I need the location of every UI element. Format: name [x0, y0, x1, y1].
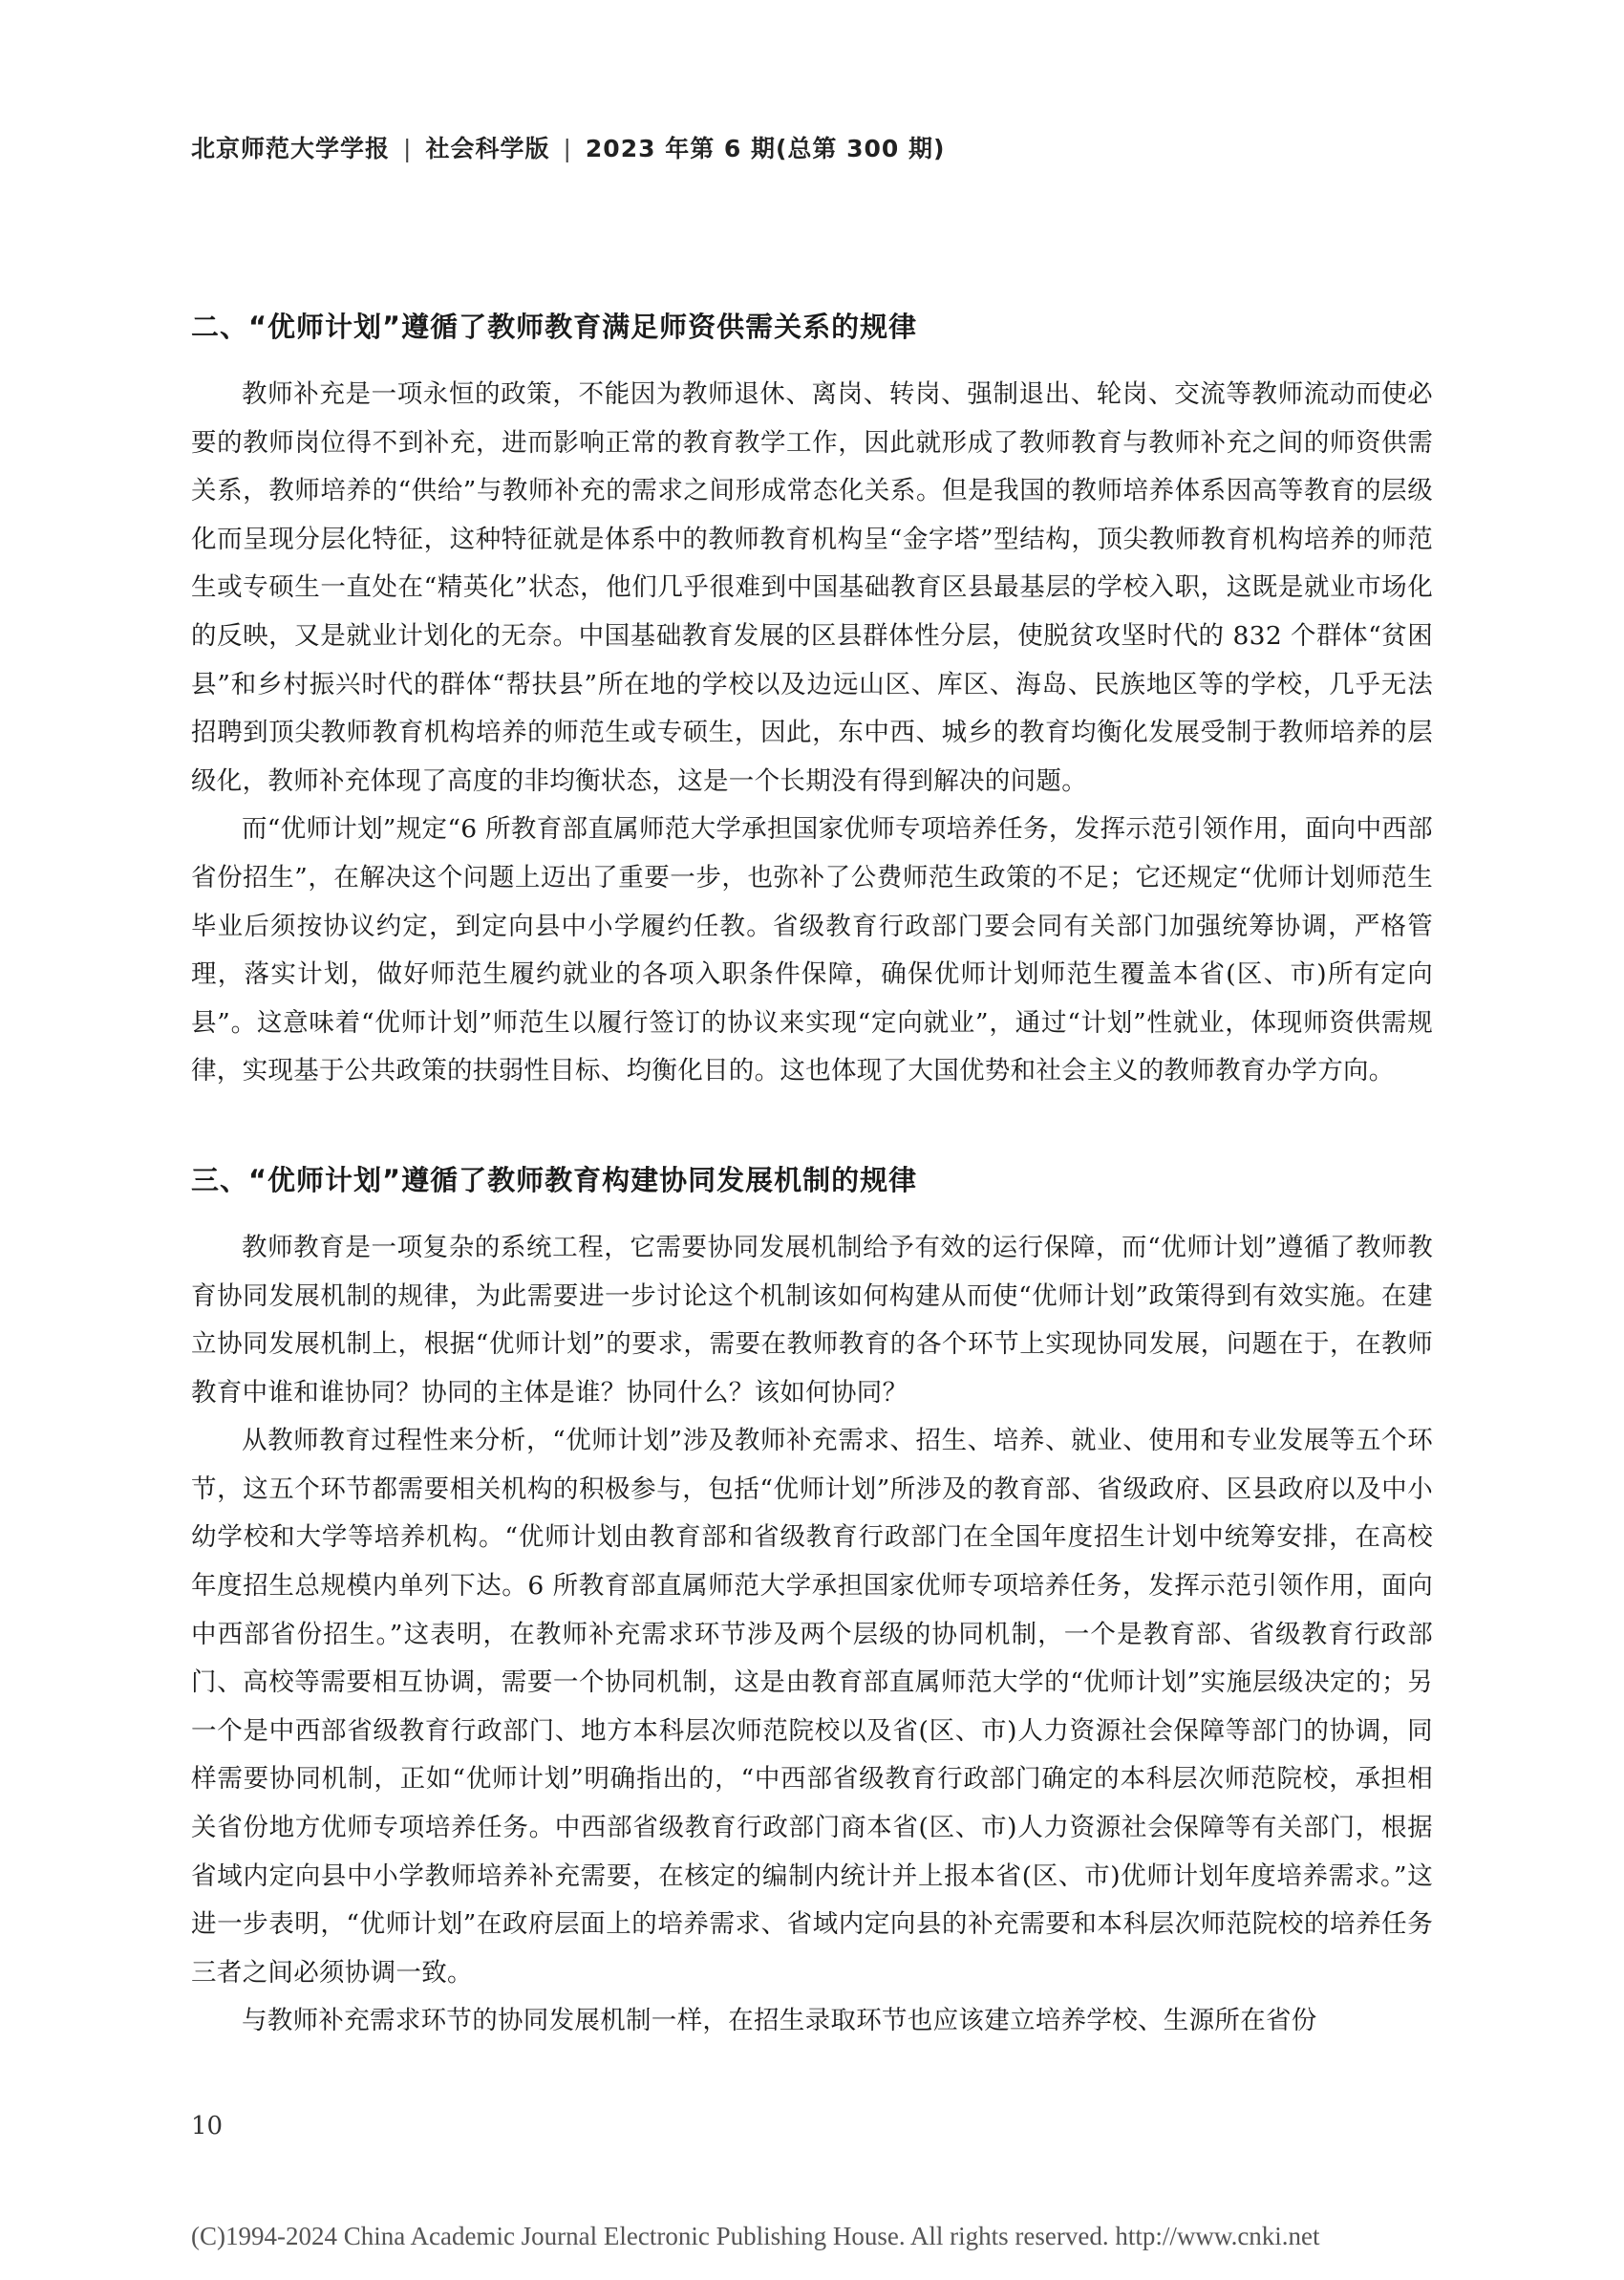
page-number: 10 — [191, 2112, 224, 2140]
journal-title: 北京师范大学学报 — [191, 135, 391, 162]
article-body — [191, 304, 1433, 2046]
header-separator: | — [403, 135, 413, 162]
body-paragraph: 与教师补充需求环节的协同发展机制一样，在招生录取环节也应该建立培养学校、生源所在省份 — [242, 2006, 1317, 2036]
body-paragraph: 教师教育是一项复杂的系统工程，它需要协同发展机制给予有效的运行保障，而“优师计划”遵循了教师教育协同发展机制的规律，为此需要进一步讨论这个机制该如何构建从而使“优师计划”政策得到有效实施。在建立协同发展机制上，根据“优师计划”的要求，需要在教师教育的各个环节上实现协同发展，问题在于，在教师教育中谁和谁协同？协同的主体是谁？协同什么？该如何协同？ — [191, 1232, 1433, 1408]
body-paragraph: 而“优师计划”规定“6 所教育部直属师范大学承担国家优师专项培养任务，发挥示范引领作用，面向中西部省份招生”，在解决这个问题上迈出了重要一步，也弥补了公费师范生政策的不足；它还规定“优师计划师范生毕业后须按协议约定，到定向县中小学履约任教。省级教育行政部门要会同有关部门加强统筹协调，严格管理，落实计划，做好师范生履约就业的各项入职条件保障，确保优师计划师范生覆盖本省(区、市)所有定向县”。这意味着“优师计划”师范生以履行签订的协议来实现“定向就业”，通过“计划”性就业，体现师资供需规律，实现基于公共政策的扶弱性目标、均衡化目的。这也体现了大国优势和社会主义的教师教育办学方向。 — [191, 814, 1433, 1086]
body-paragraph: 从教师教育过程性来分析，“优师计划”涉及教师补充需求、招生、培养、就业、使用和专业发展等五个环节，这五个环节都需要相关机构的积极参与，包括“优师计划”所涉及的教育部、省级政府、区县政府以及中小幼学校和大学等培养机构。“优师计划由教育部和省级教育行政部门在全国年度招生计划中统筹安排，在高校年度招生总规模内单列下达。6 所教育部直属师范大学承担国家优师专项培养任务，发挥示范引领作用，面向中西部省份招生。”这表明，在教师补充需求环节涉及两个层级的协同机制，一个是教育部、省级教育行政部门、高校等需要相互协调，需要一个协同机制，这是由教育部直属师范大学的“优师计划”实施层级决定的；另一个是中西部省级教育行政部门、地方本科层次师范院校以及省(区、市)人力资源社会保障等部门的协调，同样需要协同机制，正如“优师计划”明确指出的，“中西部省级教育行政部门确定的本科层次师范院校，承担相关省份地方优师专项培养任务。中西部省级教育行政部门商本省(区、市)人力资源社会保障等有关部门，根据省域内定向县中小学教师培养补充需要，在核定的编制内统计并上报本省(区、市)优师计划年度培养需求。”这进一步表明，“优师计划”在政府层面上的培养需求、省域内定向县的补充需要和本科层次师范院校的培养任务三者之间必须协调一致。 — [191, 1426, 1433, 1988]
journal-edition: 社会科学版 — [425, 135, 550, 162]
issue-info: 2023 年第 6 期(总第 300 期) — [585, 135, 946, 162]
body-paragraph: 教师补充是一项永恒的政策，不能因为教师退休、离岗、转岗、强制退出、轮岗、交流等教师流动而使必要的教师岗位得不到补充，进而影响正常的教育教学工作，因此就形成了教师教育与教师补充之间的师资供需关系，教师培养的“供给”与教师补充的需求之间形成常态化关系。但是我国的教师培养体系因高等教育的层级化而呈现分层化特征，这种特征就是体系中的教师教育机构呈“金字塔”型结构，顶尖教师教育机构培养的师范生或专硕生一直处在“精英化”状态，他们几乎很难到中国基础教育区县最基层的学校入职，这既是就业市场化的反映，又是就业计划化的无奈。中国基础教育发展的区县群体性分层，使脱贫攻坚时代的 832 个群体“贫困县”和乡村振兴时代的群体“帮扶县”所在地的学校以及边远山区、库区、海岛、民族地区等的学校，几乎无法招聘到顶尖教师教育机构培养的师范生或专硕生，因此，东中西、城乡的教育均衡化发展受制于教师培养的层级化，教师补充体现了高度的非均衡状态，这是一个长期没有得到解决的问题。 — [191, 379, 1433, 796]
copyright-notice: (C)1994-2024 China Academic Journal Electronic Publishing House. All rights reserved. http://www.cnki.net — [191, 2222, 1320, 2250]
section-heading: 二、“优师计划”遵循了教师教育满足师资供需关系的规律 — [191, 311, 918, 343]
running-header — [191, 130, 945, 164]
header-separator: | — [563, 135, 572, 162]
section-heading: 三、“优师计划”遵循了教师教育构建协同发展机制的规律 — [191, 1163, 918, 1196]
